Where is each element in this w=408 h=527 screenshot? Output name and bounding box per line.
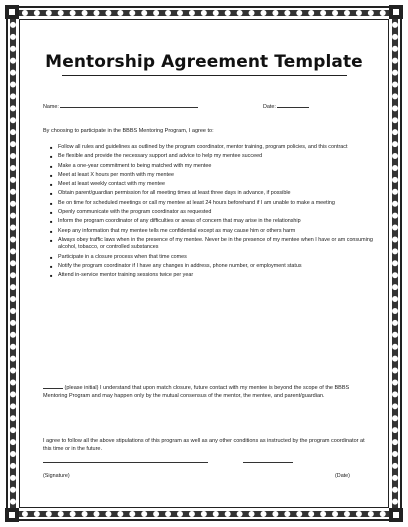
list-item: ■ Always obey traffic laws when in the presence of my mentee. Never be in the presence of my mentee when I have or am consuming alcohol, tobacco, or controlled substances [50, 237, 375, 252]
name-label: Name: [43, 104, 59, 110]
list-item: ■ Keep any information that my mentee tells me confidential except as may cause him or others harm [50, 228, 375, 236]
document-title: Mentorship Agreement Template [45, 52, 363, 72]
list-item: ■ Attend in-service mentor training sessions twice per year [50, 272, 375, 280]
agreement-list [50, 144, 375, 282]
date-field[interactable] [263, 102, 309, 110]
list-item: ■ Be flexible and provide the necessary support and advice to help my mentee succeed [50, 153, 375, 161]
date-signature-line[interactable] [243, 462, 293, 463]
list-item: ■ Meet at least weekly contact with my mentee [50, 181, 375, 189]
date-footer-label: (Date) [335, 473, 350, 479]
corner-ornament-bottom-right [389, 508, 403, 522]
signature-line[interactable] [43, 462, 208, 463]
name-blank-line[interactable] [60, 102, 198, 108]
date-label: Date: [263, 104, 276, 110]
closure-text: (please initial) I understand that upon match closure, future contact with my mentee is beyond the scope of the BBBS Mentoring Program and may happen only by the mutual consensus of the mentor, the mentee, and parent/guardian. [43, 385, 350, 400]
date-blank-line[interactable] [277, 102, 309, 108]
list-item: ■ Meet at least X hours per month with my mentee [50, 172, 375, 180]
corner-ornament-bottom-left [5, 508, 19, 522]
initial-blank-line[interactable] [43, 383, 63, 389]
list-item: ■ Make a one-year commitment to being matched with my mentee [50, 163, 375, 171]
name-field[interactable] [43, 102, 198, 110]
closure-paragraph [43, 383, 371, 401]
list-item: ■ Openly communicate with the program coordinator as requested [50, 209, 375, 217]
list-item: ■ Obtain parent/guardian permission for all meeting times at least three days in advance, if possible [50, 190, 375, 198]
list-item: ■ Be on time for scheduled meetings or call my mentee at least 24 hours beforehand if I am unable to make a meeting [50, 200, 375, 208]
list-item: ■ Inform the program coordinator of any difficulties or areas of concern that may arise in the relationship [50, 218, 375, 226]
final-paragraph: I agree to follow all the above stipulations of this program as well as any other conditions as instructed by the program coordinator at this time or in the future. [43, 438, 365, 453]
intro-text: By choosing to participate in the BBBS Mentoring Program, I agree to: [43, 128, 214, 134]
list-item: ■ Follow all rules and guidelines as outlined by the program coordinator, mentor training, program policies, and this contract [50, 144, 375, 152]
corner-ornament-top-right [389, 5, 403, 19]
list-item: ■ Notify the program coordinator if I have any changes in address, phone number, or employment status [50, 263, 375, 271]
corner-ornament-top-left [5, 5, 19, 19]
list-item: ■ Participate in a closure process when that time comes [50, 254, 375, 262]
title-underline [62, 75, 347, 76]
signature-label: (Signature) [43, 473, 70, 479]
